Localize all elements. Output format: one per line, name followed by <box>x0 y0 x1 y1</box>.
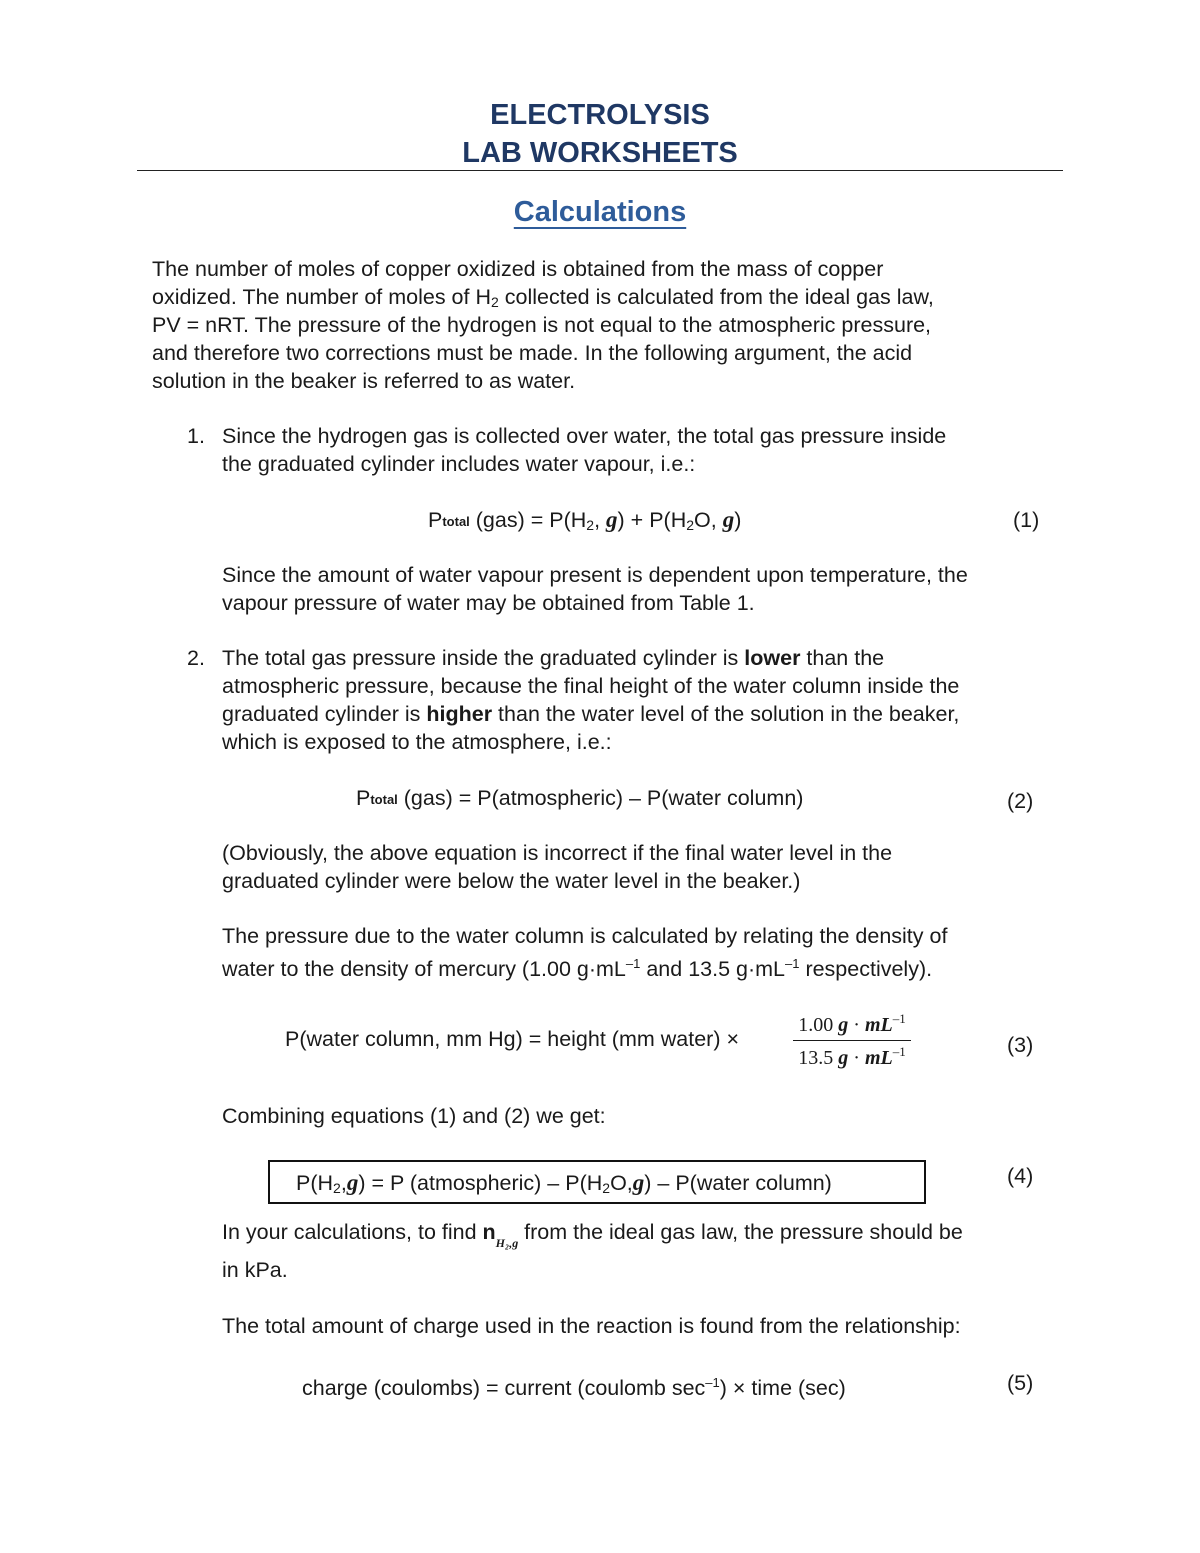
intro-line-5: solution in the beaker is referred to as water. <box>152 369 576 393</box>
equation-2: Ptotal (gas) = P(atmospheric) – P(water column) <box>356 786 804 810</box>
calc-line-1: In your calculations, to find $n_{H_2,g}$ from the ideal gas law, the pressure should be <box>222 1220 963 1250</box>
header-divider <box>137 170 1063 171</box>
item1-line-2: the graduated cylinder includes water vapour, i.e.: <box>222 452 696 476</box>
equation-3-lhs: P(water column, mm Hg) = height (mm water) × <box>285 1027 740 1051</box>
equation-number-3: (3) <box>1007 1033 1034 1057</box>
equation-number-5: (5) <box>1007 1371 1034 1395</box>
section-title: Calculations <box>513 196 687 228</box>
item1-line-1: Since the hydrogen gas is collected over water, the total gas pressure inside <box>222 424 947 448</box>
obvious-line-2: graduated cylinder were below the water level in the beaker.) <box>222 869 801 893</box>
equation-5: charge (coulombs) = current (coulomb $\sec^{-1}$) × time (sec) <box>302 1375 846 1400</box>
combining-line: Combining equations (1) and (2) we get: <box>222 1104 606 1128</box>
equation-3-fraction <box>790 1011 914 1070</box>
pressure-line-1: The pressure due to the water column is calculated by relating the density of <box>222 924 948 948</box>
intro-line-4: and therefore two corrections must be made. In the following argument, the acid <box>152 341 913 365</box>
fraction-bar <box>793 1040 911 1041</box>
item2-line-4: which is exposed to the atmosphere, i.e.: <box>222 730 612 754</box>
document-subtitle: LAB WORKSHEETS <box>462 137 738 169</box>
document-title: ELECTROLYSIS <box>490 99 710 131</box>
item2-line-2: atmospheric pressure, because the final height of the water column inside the <box>222 674 960 698</box>
equation-number-2: (2) <box>1007 789 1034 813</box>
intro-line-1: The number of moles of copper oxidized is obtained from the mass of copper <box>152 257 884 281</box>
equation-1: Ptotal $(gas) = P(H_2$, $g) + P(H_2O$, g) <box>428 507 742 533</box>
calc-line-2: in kPa. <box>222 1258 288 1282</box>
intro-line-3: PV = nRT. The pressure of the hydrogen is not equal to the atmospheric pressure, <box>152 313 932 337</box>
charge-intro: The total amount of charge used in the reaction is found from the relationship: <box>222 1314 961 1338</box>
item2-line-3: graduated cylinder is higher than the water level of the solution in the beaker, <box>222 702 960 726</box>
list-number-2: 2. <box>187 646 205 670</box>
item2-line-1: The total gas pressure inside the graduated cylinder is lower than the <box>222 646 885 670</box>
fraction-numerator: 1.00 $g \cdot mL^{-1}$ <box>798 1011 906 1036</box>
item1-after-2: vapour pressure of water may be obtained from Table 1. <box>222 591 755 615</box>
intro-line-2: oxidized. The number of moles of $H_2$ collected is calculated from the ideal gas law, <box>152 285 934 310</box>
equation-4: $P(H_2,g) = P$ (atmospheric) – $P(H_2O,g)$ – P(water column) <box>296 1170 832 1196</box>
fraction-denominator: 13.5 $g \cdot mL^{-1}$ <box>798 1044 906 1069</box>
equation-number-1: (1) <box>1013 508 1040 532</box>
obvious-line-1: (Obviously, the above equation is incorrect if the final water level in the <box>222 841 893 865</box>
pressure-line-2: water to the density of mercury (1.00 $g\cdot mL^{-1}$ and 13.5 $g\cdot mL^{-1}$ respectively). <box>222 956 933 981</box>
list-number-1: 1. <box>187 424 205 448</box>
item1-after-1: Since the amount of water vapour present is dependent upon temperature, the <box>222 563 968 587</box>
equation-number-4: (4) <box>1007 1164 1034 1188</box>
